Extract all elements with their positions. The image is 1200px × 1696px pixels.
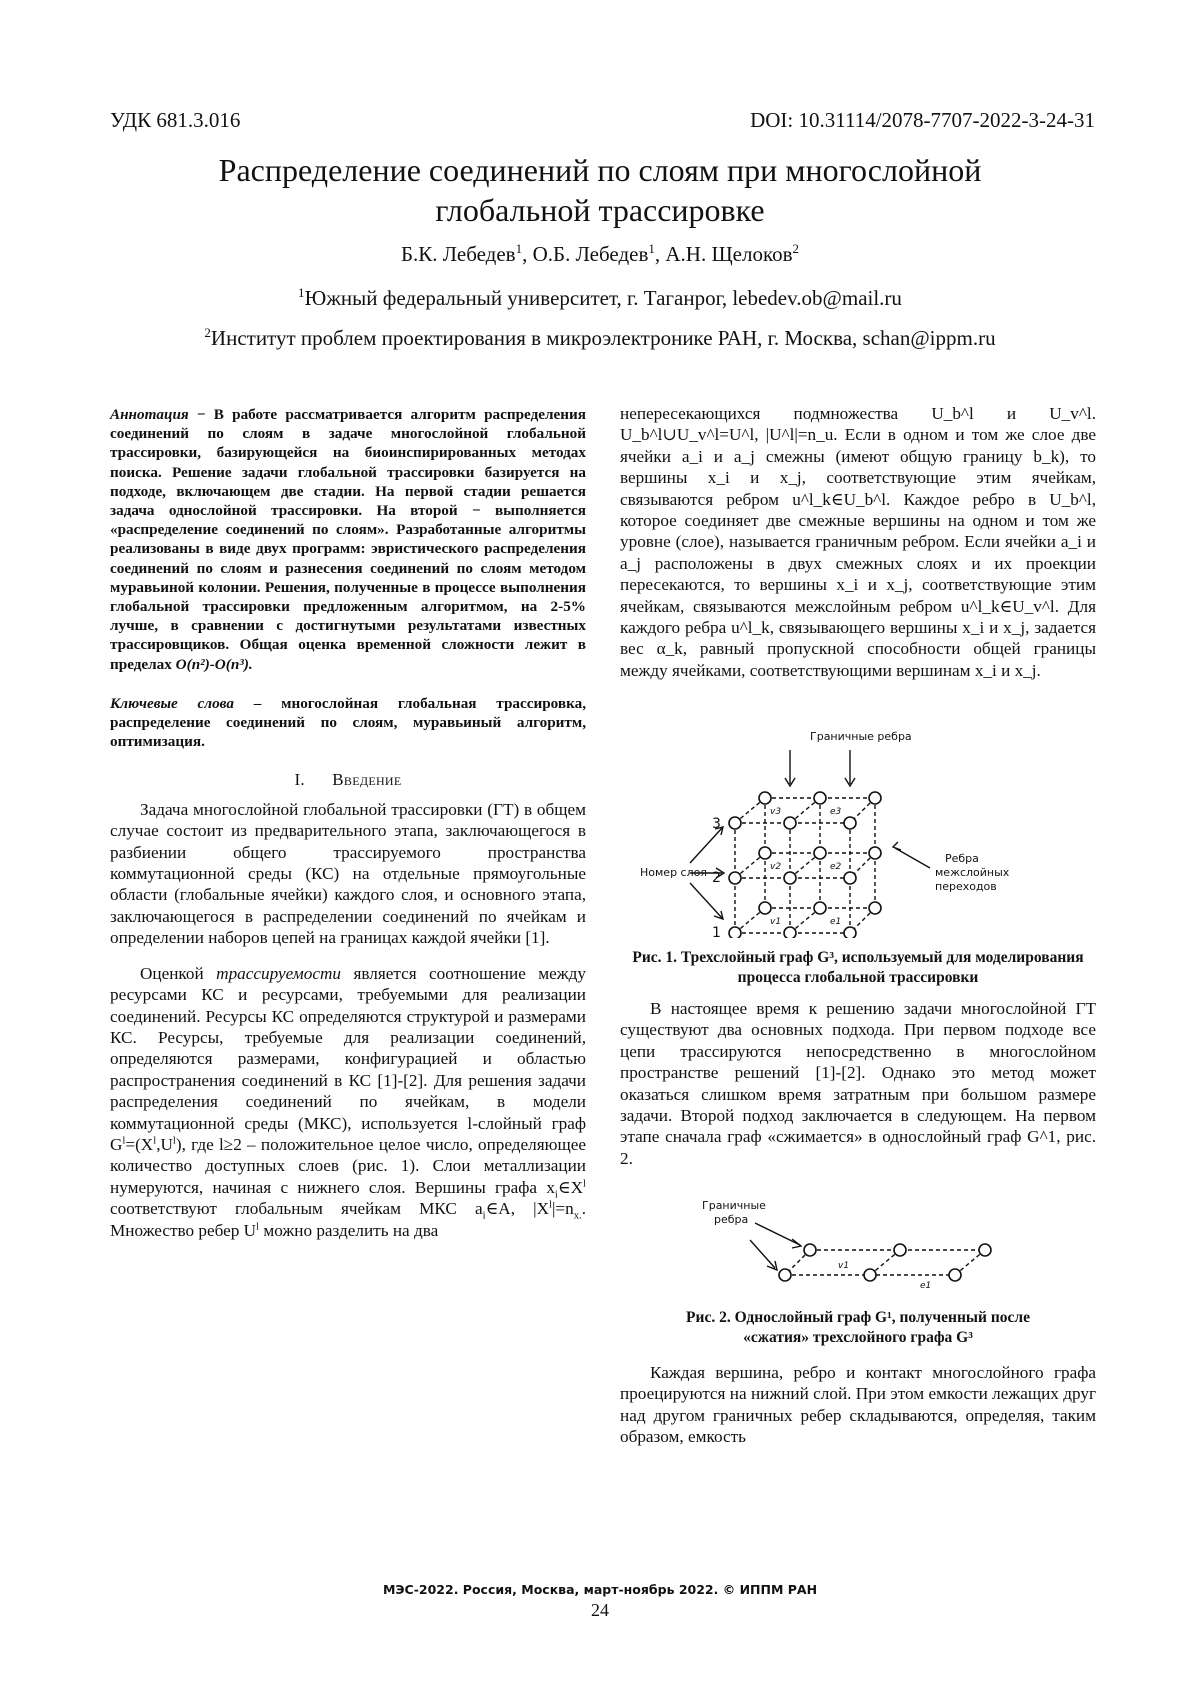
p2-text-i: |=n: [551, 1199, 574, 1219]
p2-text-a: Оценкой: [140, 963, 217, 983]
keywords-label: Ключевые слова: [110, 694, 234, 712]
left-column: [110, 405, 586, 1241]
affiliation-1-mark: 1: [298, 285, 305, 300]
author-sep-1: ,: [522, 242, 533, 266]
fig1-edge-e1: e1: [830, 917, 842, 927]
affiliation-1: [0, 286, 1200, 311]
abstract-complexity: O(n²)-O(n³).: [175, 655, 253, 673]
title-line-1: Распределение соединений по слоям при многослойной: [218, 152, 982, 188]
fig1-label-right-3: переходов: [935, 880, 997, 893]
section-heading: [110, 769, 586, 790]
fig2-edge-v: v1: [838, 1261, 850, 1271]
figure-2-caption: [620, 1308, 1096, 1348]
fig1-label-right-2: межслойных: [935, 866, 1010, 879]
author-sep-2: ,: [654, 242, 666, 266]
fig1-label-right-1: Ребра: [945, 852, 979, 865]
p2-sup-6: l: [256, 1220, 260, 1232]
p2-sub-3: x.: [573, 1210, 582, 1222]
p2-sup-1: l: [122, 1135, 126, 1147]
page-number: 24: [591, 1600, 609, 1620]
figure-1: [640, 728, 1100, 938]
figure-2-caption-line-1: Рис. 2. Однослойный граф G¹, полученный после: [686, 1309, 1030, 1326]
authors: [0, 242, 1200, 267]
paper-title: [0, 150, 1200, 230]
fig1-label-left: Номер слоя: [640, 866, 707, 879]
right-column-paragraph-3: [620, 1362, 1096, 1448]
keywords-text: – многослойная глобальная трассировка, распределение соединений по слоям, муравьиный алгоритм, оптимизация.: [110, 694, 586, 751]
p2-text-h: ∈A, |X: [485, 1199, 549, 1219]
abstract: [110, 405, 586, 674]
p2-emphasis: трассируемости: [216, 963, 342, 983]
p2-text-e: ), где l≥2 – положительное целое число, определяющее количество доступных слоев (рис. 1). Слои металлизации нумеруются, начиная с нижнего слоя. Вершины графа x: [110, 1134, 586, 1197]
right-paragraph-3: Каждая вершина, ребро и контакт многослойного графа проецируются на нижний слой. При этом емкости лежащих друг над другом граничных ребер складываются, определяя, таким образом, емкость: [620, 1363, 1096, 1447]
author-2-mark: 1: [648, 241, 655, 256]
p2-text-j: . Множество ребер U: [110, 1199, 586, 1240]
fig1-edge-v1: v1: [770, 917, 782, 927]
right-column-paragraph-1: [620, 403, 1096, 681]
udc-code: УДК 681.3.016: [110, 108, 241, 132]
fig1-edge-v3: v3: [770, 807, 782, 817]
p2-text-k: можно разделить на два: [259, 1220, 439, 1240]
fig1-edge-e2: e2: [830, 862, 842, 872]
p2-text-g: соответствуют глобальным ячейкам МКС a: [110, 1199, 483, 1219]
author-1-mark: 1: [515, 241, 523, 256]
author-2: О.Б. Лебедев: [532, 242, 649, 266]
right-paragraph-2: В настоящее время к решению задачи многослойной ГТ существуют два основных подхода. При первом подходе все цепи трассируются непосредственно в многослойном пространстве решений [1]-[2]. Однако это метод может оказаться слишком время затратным при большом размере задачи. Второй подход заключается в следующем. На первом этапе сначала граф «сжимается» в однослойный граф G^1, рис. 2.: [620, 999, 1096, 1168]
fig1-edge-e3: e3: [830, 807, 842, 817]
section-title: Введение: [332, 770, 402, 790]
fig1-layer-2: 2: [712, 870, 721, 886]
p2-sup-4: l: [583, 1178, 586, 1190]
affiliation-1-text: Южный федеральный университет, г. Таганрог, lebedev.ob@mail.ru: [304, 286, 902, 310]
p2-sup-5: l: [548, 1199, 552, 1211]
title-line-2: глобальной трассировке: [435, 192, 765, 228]
intro-paragraph-1: Задача многослойной глобальной трассировки (ГТ) в общем случае состоит из предварительного этапа, заключающегося в разбиении общего трассируемого пространства коммутационной среды (КС) на отдельные прямоугольные области (глобальные ячейки) каждого слоя, и основного этапа, заключающегося в распределении соединений по ячейкам и определении наборов цепей на границах каждой ячейки [1].: [110, 799, 586, 948]
figure-2: [700, 1195, 1020, 1295]
intro-paragraph-2: [110, 963, 586, 1241]
fig1-label-top: Граничные ребра: [810, 730, 912, 743]
fig2-label-1: Граничные: [702, 1199, 766, 1212]
fig2-label-2: ребра: [714, 1213, 749, 1226]
p2-sub-1: i: [554, 1189, 558, 1201]
abstract-label: Аннотация: [110, 406, 189, 423]
author-1: Б.К. Лебедев: [400, 242, 516, 266]
fig2-edge-e: e1: [920, 1281, 932, 1291]
right-paragraph-1: непересекающихся подмножества U_b^l и U_v^l. U_b^l∪U_v^l=U^l, |U^l|=n_u. Если в одном и том же слое две ячейки a_i и a_j смежны (имеют общую границу b_k), то вершины x_i и x_j, соответствующие этим ячейкам, связываются ребром u^l_k∈U_b^l. Каждое ребро в U_b^l, которое соединяет две смежные вершины на одном и том же уровне (слое), называется граничным ребром. Если ячейки a_i и a_j расположены в двух смежных слоях и их проекции пересекаются, то вершины x_i и x_j, соответствующие этим ячейкам, связываются межслойным ребром u^l_k∈U_v^l. Для каждого ребра u^l_k, связывающего вершины x_i и x_j, задается вес α_k, равный пропускной способности общей границы между ячейками, соответствующими вершинам x_i и x_j.: [620, 404, 1096, 680]
affiliation-2-mark: 2: [204, 325, 211, 340]
p2-text-f: ∈X: [557, 1177, 584, 1197]
keywords: [110, 694, 586, 752]
affiliation-2: [0, 326, 1200, 351]
figure-1-graph: [640, 728, 1100, 938]
figure-2-caption-line-2: «сжатия» трехслойного графа G³: [743, 1329, 973, 1346]
author-3: А.Н. Щелоков: [665, 242, 793, 266]
doi: DOI: 10.31114/2078-7707-2022-3-24-31: [750, 108, 1095, 132]
p2-sup-2: l: [153, 1135, 157, 1147]
abstract-text: − В работе рассматривается алгоритм распределения соединений по слоям в задаче многослойной глобальной трассировки, базирующейся на биоинспирированных методах поиска. Решение задачи глобальной трассировки базируется на подходе, включающем две стадии. На первой стадии решается задача однослойной трассировки. На второй − выполняется «распределение соединений по слоям». Разработанные алгоритмы реализованы в виде двух программ: эвристического распределения соединений по слоям и разнесения соединений по слоям методом муравьиной колонии. Решения, полученные в процессе выполнения глобальной трассировки предложенным алгоритмом, на 2-5% лучше, в сравнении с достигнутыми результатами известных трассировщиков. Общая оценка временной сложности лежит в пределах: [110, 406, 586, 673]
section-number: I.: [294, 770, 305, 790]
p2-text-c: =(X: [125, 1134, 154, 1154]
affiliation-2-text: Институт проблем проектирования в микроэлектронике РАН, г. Москва, schan@ippm.ru: [210, 326, 996, 350]
fig1-layer-3: 3: [712, 816, 721, 832]
author-3-mark: 2: [792, 241, 800, 256]
p2-text-d: ,U: [156, 1134, 173, 1154]
p2-sup-3: l: [172, 1135, 176, 1147]
figure-1-caption: Рис. 1. Трехслойный граф G³, используемый для моделирования процесса глобальной трассировки: [632, 949, 1084, 986]
conference-footer: МЭС-2022. Россия, Москва, март-ноябрь 2022. © ИППМ РАН: [382, 1582, 818, 1597]
p2-sub-2: i: [482, 1210, 486, 1222]
right-column-paragraph-2: [620, 998, 1096, 1169]
fig1-edge-v2: v2: [770, 862, 782, 872]
figure-2-graph: [700, 1195, 1020, 1295]
p2-text-b: является соотношение между ресурсами КС и ресурсами, требуемыми для реализации соединений. Ресурсы КС определяются структурой и размерами КС. Ресурсы, требуемые для реализации соединений, определяются размерами, конфигурацией и областью распространения соединений в КС [1]-[2]. Для решения задачи распределения соединений по ячейкам, в модели коммутационной среды (МКС), используется l-слойный граф G: [110, 963, 586, 1154]
fig1-layer-1: 1: [712, 925, 721, 938]
